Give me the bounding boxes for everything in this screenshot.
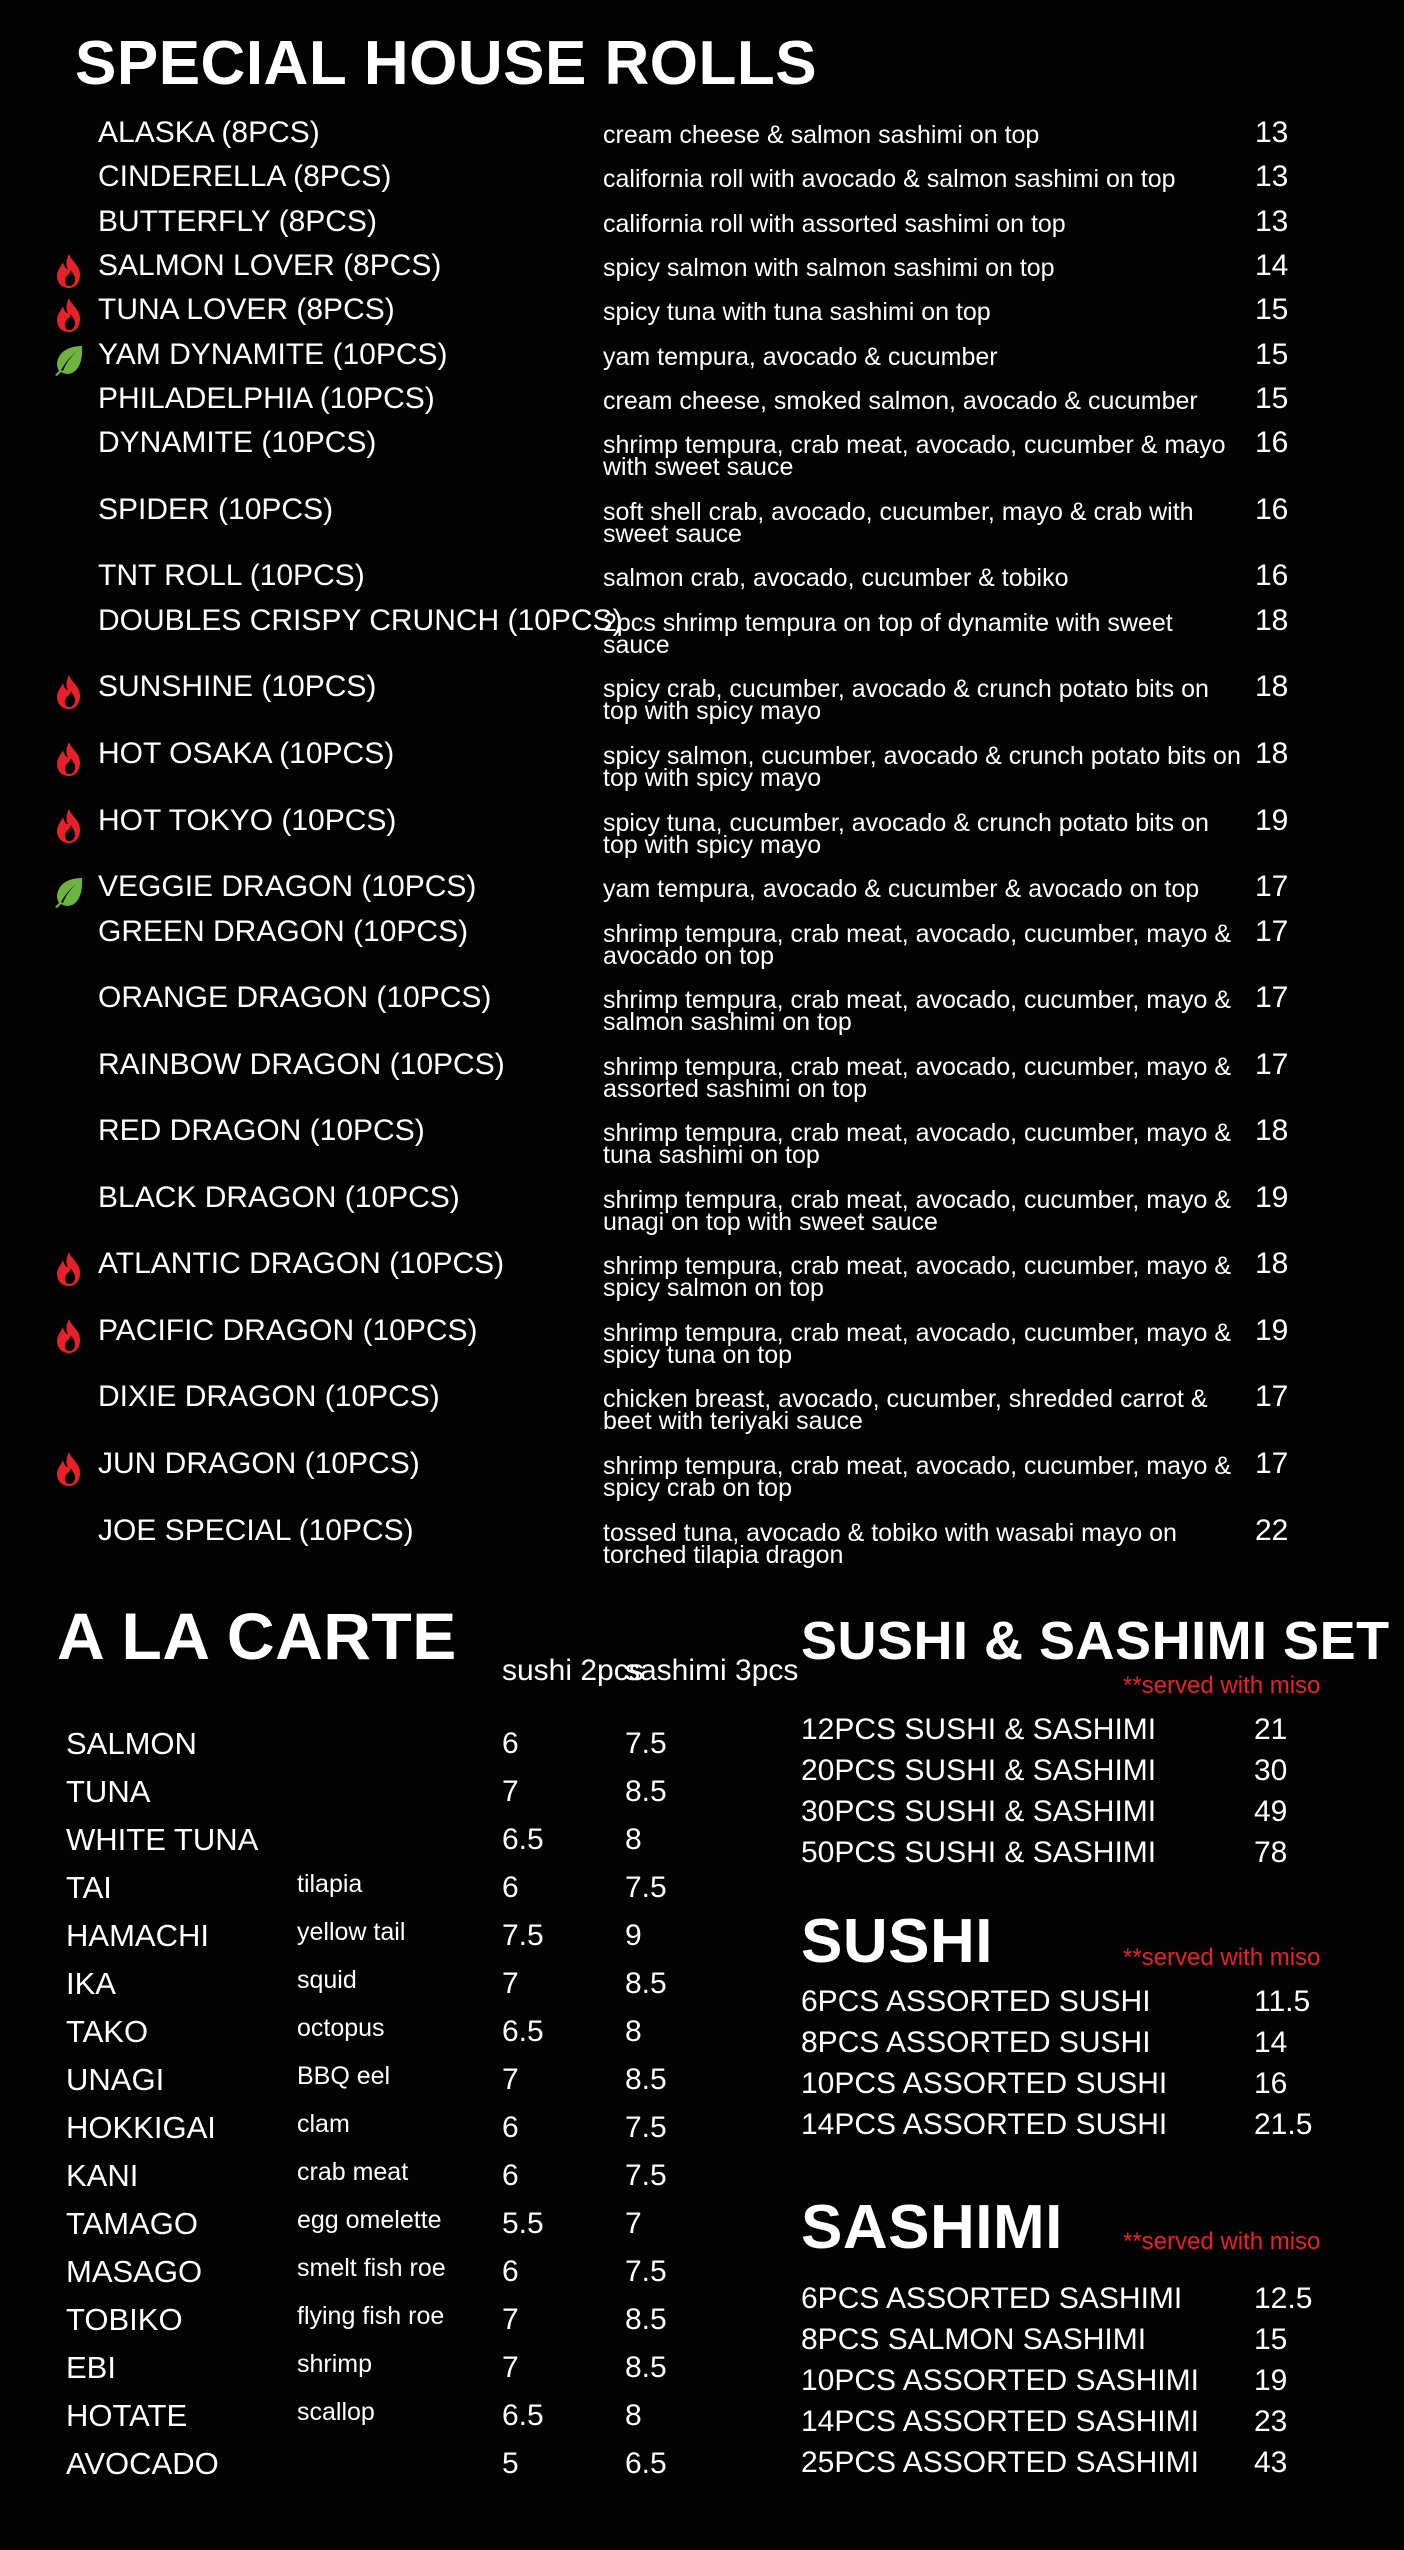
menu-row <box>0 1833 1404 1873</box>
roll-name: HOT OSAKA (10PCS) <box>98 737 395 770</box>
spicy-flame-icon <box>52 1318 86 1354</box>
roll-name: DOUBLES CRISPY CRUNCH (10PCS) <box>98 604 623 637</box>
fish-translation: egg omelette <box>297 2206 442 2234</box>
roll-price: 13 <box>1255 160 1289 193</box>
roll-price: 15 <box>1255 338 1289 371</box>
roll-name: CINDERELLA (8PCS) <box>98 160 392 193</box>
sushi-price: 6 <box>502 2255 519 2288</box>
a-la-carte-row <box>0 1916 760 1956</box>
sashimi-price: 8.5 <box>625 2063 667 2096</box>
roll-price: 18 <box>1255 1247 1289 1280</box>
sushi-price: 6.5 <box>502 1823 544 1856</box>
roll-price: 17 <box>1255 915 1289 948</box>
item-price: 19 <box>1254 2364 1288 2397</box>
item-price: 11.5 <box>1254 1985 1311 2018</box>
sushi-price: 7.5 <box>502 1919 544 1952</box>
fish-translation: crab meat <box>297 2158 409 2186</box>
item-price: 78 <box>1254 1836 1288 1869</box>
item-price: 21.5 <box>1254 2108 1313 2141</box>
fish-translation: BBQ eel <box>297 2062 391 2090</box>
roll-description: spicy tuna, cucumber, avocado & crunch potato bits on top with spicy mayo <box>603 809 1209 859</box>
roll-price: 18 <box>1255 604 1289 637</box>
sushi-price: 6.5 <box>502 2015 544 2048</box>
item-name: 14PCS ASSORTED SUSHI <box>801 2108 1168 2141</box>
fish-translation: smelt fish roe <box>297 2254 446 2282</box>
fish-name: TAMAGO <box>66 2206 199 2241</box>
roll-name: JOE SPECIAL (10PCS) <box>98 1514 414 1547</box>
sushi-price: 7 <box>502 2063 519 2096</box>
fish-name: UNAGI <box>66 2062 165 2097</box>
fish-translation: tilapia <box>297 1870 363 1898</box>
roll-description: california roll with avocado & salmon sashimi on top <box>603 165 1176 193</box>
roll-description: chicken breast, avocado, cucumber, shredded carrot & beet with teriyaki sauce <box>603 1385 1208 1435</box>
sashimi-price: 9 <box>625 1919 642 1952</box>
roll-description: spicy salmon, cucumber, avocado & crunch potato bits on top with spicy mayo <box>603 742 1241 792</box>
roll-price: 16 <box>1255 559 1289 592</box>
item-price: 23 <box>1254 2405 1288 2438</box>
fish-name: TOBIKO <box>66 2302 183 2337</box>
item-price: 15 <box>1254 2323 1288 2356</box>
a-la-carte-row <box>0 2204 760 2244</box>
fish-translation: scallop <box>297 2398 375 2426</box>
roll-name: PHILADELPHIA (10PCS) <box>98 382 435 415</box>
menu-row <box>0 2105 1404 2145</box>
roll-name: BUTTERFLY (8PCS) <box>98 205 377 238</box>
sashimi-price: 7.5 <box>625 2159 667 2192</box>
roll-name: TNT ROLL (10PCS) <box>98 559 365 592</box>
sushi-price: 6 <box>502 2111 519 2144</box>
roll-name: DYNAMITE (10PCS) <box>98 426 377 459</box>
sashimi-price: 8 <box>625 2015 642 2048</box>
roll-description: shrimp tempura, crab meat, avocado, cucumber, mayo & spicy crab on top <box>603 1452 1232 1502</box>
fish-translation: squid <box>297 1966 357 1994</box>
house-rolls-title: SPECIAL HOUSE ROLLS <box>75 29 818 98</box>
roll-description: cream cheese, smoked salmon, avocado & cucumber <box>603 387 1198 415</box>
roll-name: PACIFIC DRAGON (10PCS) <box>98 1314 478 1347</box>
a-la-carte-row <box>0 2156 760 2196</box>
fish-name: AVOCADO <box>66 2446 219 2481</box>
roll-price: 18 <box>1255 670 1289 703</box>
fish-translation: flying fish roe <box>297 2302 445 2330</box>
roll-name: SALMON LOVER (8PCS) <box>98 249 442 282</box>
sashimi-miso-note: **served with miso <box>1123 2228 1321 2255</box>
roll-price: 17 <box>1255 1048 1289 1081</box>
menu-row <box>0 2443 1404 2483</box>
sashimi-price: 7.5 <box>625 1871 667 1904</box>
roll-description: salmon crab, avocado, cucumber & tobiko <box>603 564 1069 592</box>
menu-row <box>0 1982 1404 2022</box>
fish-name: HAMACHI <box>66 1918 209 1953</box>
roll-price: 18 <box>1255 737 1289 770</box>
roll-price: 17 <box>1255 1447 1289 1480</box>
sashimi-price: 8.5 <box>625 1967 667 2000</box>
roll-price: 22 <box>1255 1514 1289 1547</box>
roll-name: SUNSHINE (10PCS) <box>98 670 377 703</box>
roll-name: RED DRAGON (10PCS) <box>98 1114 425 1147</box>
fish-name: TUNA <box>66 1774 151 1809</box>
sushi-price: 6 <box>502 2159 519 2192</box>
roll-description: tossed tuna, avocado & tobiko with wasabi mayo on torched tilapia dragon <box>603 1519 1177 1569</box>
roll-description: spicy tuna with tuna sashimi on top <box>603 298 991 326</box>
roll-price: 16 <box>1255 493 1289 526</box>
fish-name: TAI <box>66 1870 112 1905</box>
sushi-miso-note: **served with miso <box>1123 1944 1321 1971</box>
fish-translation: clam <box>297 2110 350 2138</box>
roll-price: 13 <box>1255 205 1289 238</box>
roll-name: ORANGE DRAGON (10PCS) <box>98 981 492 1014</box>
sushi-price: 6 <box>502 1871 519 1904</box>
fish-name: IKA <box>66 1966 116 2001</box>
sashimi-price: 6.5 <box>625 2447 667 2480</box>
item-name: 6PCS ASSORTED SUSHI <box>801 1985 1151 2018</box>
set-miso-note: **served with miso <box>1123 1672 1321 1699</box>
sashimi-price: 8.5 <box>625 1775 667 1808</box>
sushi-price: 6 <box>502 1727 519 1760</box>
spicy-flame-icon <box>52 297 86 333</box>
roll-description: shrimp tempura, crab meat, avocado, cucumber, mayo & assorted sashimi on top <box>603 1053 1232 1103</box>
menu-row <box>0 1751 1404 1791</box>
menu-row <box>0 2064 1404 2104</box>
item-name: 6PCS ASSORTED SASHIMI <box>801 2282 1183 2315</box>
roll-description: yam tempura, avocado & cucumber & avocado on top <box>603 875 1200 903</box>
spicy-flame-icon <box>52 1251 86 1287</box>
menu-row <box>0 2320 1404 2360</box>
roll-description: soft shell crab, avocado, cucumber, mayo & crab with sweet sauce <box>603 498 1194 548</box>
menu-row <box>0 1792 1404 1832</box>
roll-name: HOT TOKYO (10PCS) <box>98 804 397 837</box>
roll-price: 16 <box>1255 426 1289 459</box>
sashimi-price: 7 <box>625 2207 642 2240</box>
sushi-sashimi-set-title: SUSHI & SASHIMI SET <box>801 1611 1390 1671</box>
fish-translation: shrimp <box>297 2350 373 2378</box>
item-name: 30PCS SUSHI & SASHIMI <box>801 1795 1157 1828</box>
roll-price: 17 <box>1255 870 1289 903</box>
item-name: 8PCS ASSORTED SUSHI <box>801 2026 1151 2059</box>
item-name: 10PCS ASSORTED SUSHI <box>801 2067 1168 2100</box>
fish-name: MASAGO <box>66 2254 203 2289</box>
roll-price: 19 <box>1255 804 1289 837</box>
roll-description: cream cheese & salmon sashimi on top <box>603 121 1040 149</box>
menu-row <box>0 2023 1404 2063</box>
sushi-price: 5 <box>502 2447 519 2480</box>
roll-price: 15 <box>1255 293 1289 326</box>
roll-price: 17 <box>1255 1380 1289 1413</box>
item-price: 16 <box>1254 2067 1288 2100</box>
item-price: 43 <box>1254 2446 1288 2479</box>
item-name: 50PCS SUSHI & SASHIMI <box>801 1836 1157 1869</box>
roll-name: GREEN DRAGON (10PCS) <box>98 915 469 948</box>
spicy-flame-icon <box>52 1451 86 1487</box>
roll-description: shrimp tempura, crab meat, avocado, cucumber & mayo with sweet sauce <box>603 431 1226 481</box>
sashimi-price: 8.5 <box>625 2351 667 2384</box>
item-name: 25PCS ASSORTED SASHIMI <box>801 2446 1199 2479</box>
item-name: 20PCS SUSHI & SASHIMI <box>801 1754 1157 1787</box>
sushi-price: 6.5 <box>502 2399 544 2432</box>
item-price: 21 <box>1254 1713 1288 1746</box>
menu-row <box>0 2402 1404 2442</box>
spicy-flame-icon <box>52 808 86 844</box>
fish-name: HOTATE <box>66 2398 188 2433</box>
roll-description: california roll with assorted sashimi on top <box>603 210 1066 238</box>
sushi-column-header: sushi 2pcs <box>502 1654 644 1687</box>
sushi-price: 7 <box>502 2351 519 2384</box>
sashimi-price: 8.5 <box>625 2303 667 2336</box>
sushi-title: SUSHI <box>801 1907 993 1976</box>
fish-name: WHITE TUNA <box>66 1822 259 1857</box>
roll-description: shrimp tempura, crab meat, avocado, cucumber, mayo & avocado on top <box>603 920 1232 970</box>
spicy-flame-icon <box>52 674 86 710</box>
sashimi-price: 7.5 <box>625 2111 667 2144</box>
sashimi-title: SASHIMI <box>801 2193 1063 2262</box>
item-price: 14 <box>1254 2026 1288 2059</box>
roll-name: ALASKA (8PCS) <box>98 116 320 149</box>
vegetarian-leaf-icon <box>52 874 86 910</box>
sashimi-column-header: sashimi 3pcs <box>625 1654 799 1687</box>
item-price: 30 <box>1254 1754 1288 1787</box>
roll-name: BLACK DRAGON (10PCS) <box>98 1181 460 1214</box>
roll-price: 14 <box>1255 249 1289 282</box>
fish-name: EBI <box>66 2350 116 2385</box>
fish-name: TAKO <box>66 2014 149 2049</box>
roll-price: 19 <box>1255 1314 1289 1347</box>
roll-description: shrimp tempura, crab meat, avocado, cucumber, mayo & unagi on top with sweet sauce <box>603 1186 1232 1236</box>
a-la-carte-row <box>0 1868 760 1908</box>
spicy-flame-icon <box>52 253 86 289</box>
item-name: 12PCS SUSHI & SASHIMI <box>801 1713 1157 1746</box>
roll-price: 15 <box>1255 382 1289 415</box>
item-price: 12.5 <box>1254 2282 1313 2315</box>
roll-description: spicy salmon with salmon sashimi on top <box>603 254 1055 282</box>
roll-name: SPIDER (10PCS) <box>98 493 334 526</box>
sashimi-price: 8 <box>625 2399 642 2432</box>
sushi-price: 5.5 <box>502 2207 544 2240</box>
roll-price: 19 <box>1255 1181 1289 1214</box>
roll-description: spicy crab, cucumber, avocado & crunch potato bits on top with spicy mayo <box>603 675 1209 725</box>
sushi-price: 7 <box>502 1967 519 2000</box>
roll-description: shrimp tempura, crab meat, avocado, cucumber, mayo & spicy salmon on top <box>603 1252 1232 1302</box>
roll-name: RAINBOW DRAGON (10PCS) <box>98 1048 505 1081</box>
roll-price: 17 <box>1255 981 1289 1014</box>
a-la-carte-title: A LA CARTE <box>57 1599 457 1673</box>
item-name: 8PCS SALMON SASHIMI <box>801 2323 1147 2356</box>
roll-description: shrimp tempura, crab meat, avocado, cucumber, mayo & spicy tuna on top <box>603 1319 1232 1369</box>
vegetarian-leaf-icon <box>52 342 86 378</box>
spicy-flame-icon <box>52 741 86 777</box>
roll-name: ATLANTIC DRAGON (10PCS) <box>98 1247 505 1280</box>
fish-name: KANI <box>66 2158 139 2193</box>
fish-name: SALMON <box>66 1726 197 1761</box>
roll-price: 13 <box>1255 116 1289 149</box>
roll-name: TUNA LOVER (8PCS) <box>98 293 395 326</box>
item-name: 10PCS ASSORTED SASHIMI <box>801 2364 1199 2397</box>
roll-price: 18 <box>1255 1114 1289 1147</box>
roll-name: VEGGIE DRAGON (10PCS) <box>98 870 477 903</box>
item-price: 49 <box>1254 1795 1288 1828</box>
roll-name: YAM DYNAMITE (10PCS) <box>98 338 448 371</box>
roll-description: yam tempura, avocado & cucumber <box>603 343 998 371</box>
fish-translation: yellow tail <box>297 1918 406 1946</box>
sushi-price: 7 <box>502 1775 519 1808</box>
roll-description: 2pcs shrimp tempura on top of dynamite with sweet sauce <box>603 609 1173 659</box>
roll-description: shrimp tempura, crab meat, avocado, cucumber, mayo & salmon sashimi on top <box>603 986 1232 1036</box>
menu-row <box>0 2361 1404 2401</box>
roll-description: shrimp tempura, crab meat, avocado, cucumber, mayo & tuna sashimi on top <box>603 1119 1232 1169</box>
fish-name: HOKKIGAI <box>66 2110 216 2145</box>
sashimi-price: 7.5 <box>625 1727 667 1760</box>
roll-name: DIXIE DRAGON (10PCS) <box>98 1380 440 1413</box>
menu-row <box>0 1710 1404 1750</box>
sashimi-price: 7.5 <box>625 2255 667 2288</box>
fish-translation: octopus <box>297 2014 385 2042</box>
sashimi-price: 8 <box>625 1823 642 1856</box>
roll-name: JUN DRAGON (10PCS) <box>98 1447 420 1480</box>
sushi-price: 7 <box>502 2303 519 2336</box>
item-name: 14PCS ASSORTED SASHIMI <box>801 2405 1199 2438</box>
menu-row <box>0 2279 1404 2319</box>
